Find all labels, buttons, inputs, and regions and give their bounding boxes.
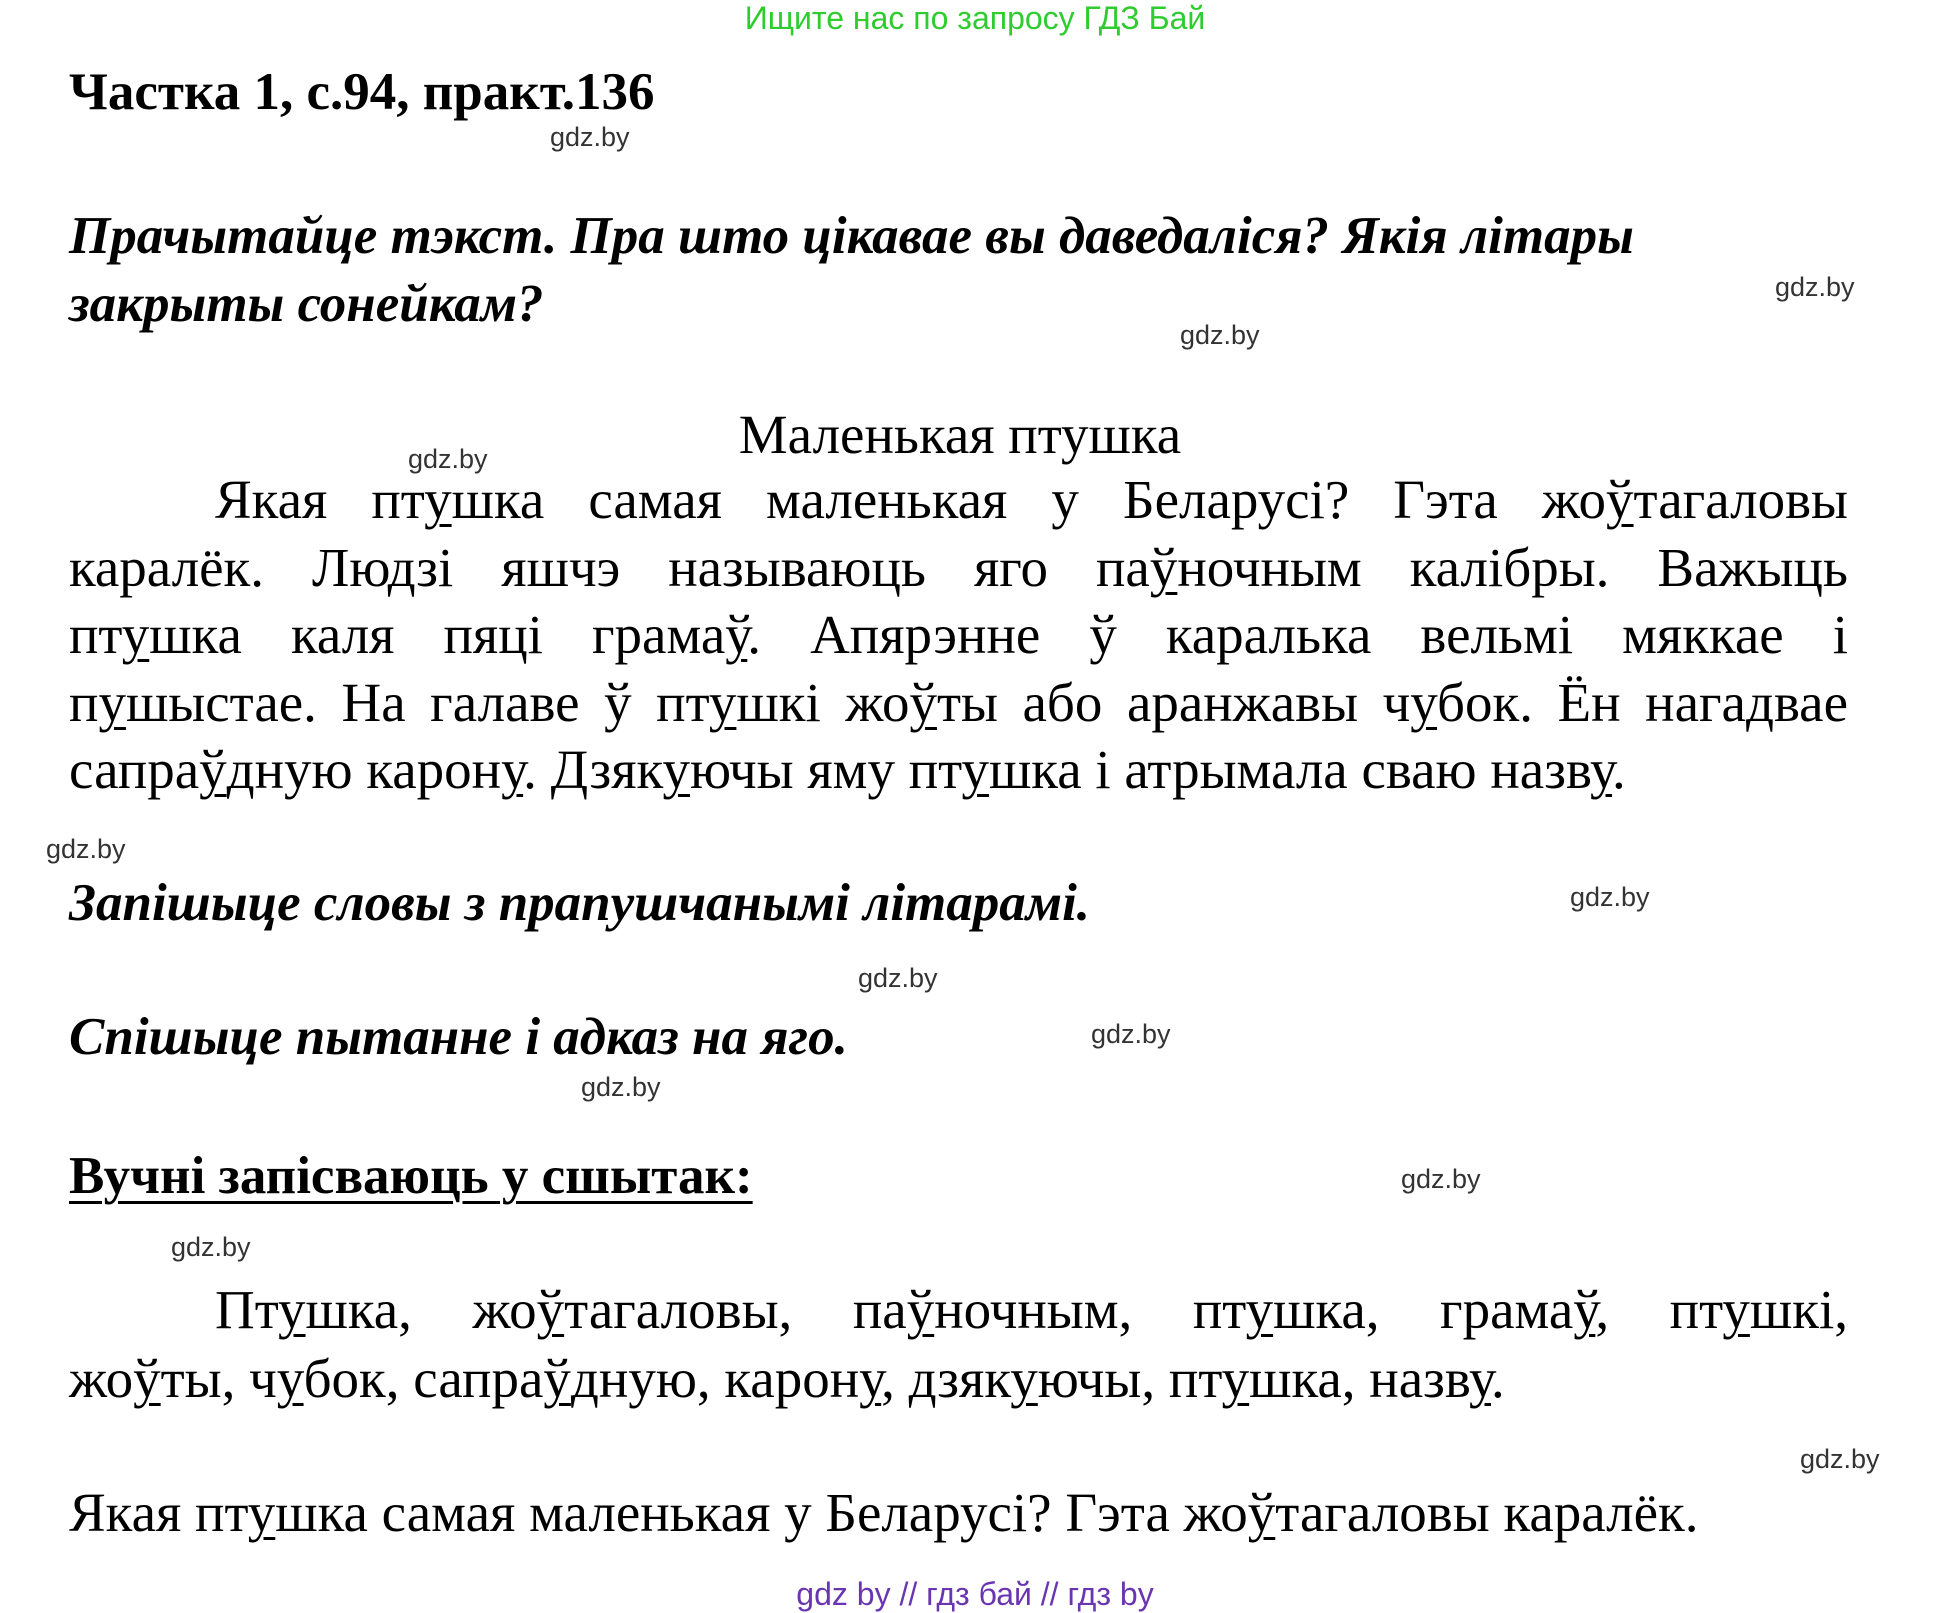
missing-letter: у <box>708 672 737 733</box>
page-title: Частка 1, с.94, практ.136 <box>69 63 655 121</box>
missing-letter: у <box>278 1279 306 1340</box>
story-line <box>69 671 1848 737</box>
text-segment: шка, грама <box>1273 1279 1574 1340</box>
story-title: Маленькая птушка <box>738 404 1182 465</box>
text-segment: шка, жо <box>305 1279 537 1340</box>
text-segment: шка самая маленькая у Беларусі? Гэта жо <box>451 469 1607 530</box>
missing-letter: у <box>501 739 524 800</box>
text-segment: ты, ч <box>160 1348 277 1409</box>
watermark: gdz.by <box>408 444 488 474</box>
story-line <box>69 738 1848 801</box>
text-segment: , дзяк <box>881 1348 1011 1409</box>
missing-letter: у <box>961 739 989 800</box>
text-segment: . Апярэнне ў каралька вельмі мяккае і <box>747 604 1848 665</box>
answer-line <box>215 1278 1848 1344</box>
text-segment: тагаловы каралёк. <box>1275 1482 1699 1543</box>
story-line <box>69 603 1848 669</box>
text-segment: тагаловы, па <box>564 1279 907 1340</box>
missing-letter: у <box>247 1482 276 1543</box>
missing-letter: ў <box>909 672 937 733</box>
missing-letter: у <box>1221 1348 1250 1409</box>
text-segment: дную карон <box>226 739 502 800</box>
missing-letter: у <box>1245 1279 1274 1340</box>
missing-letter: у <box>859 1348 882 1409</box>
text-segment: шка самая маленькая у Беларусі? Гэта жо <box>275 1482 1248 1543</box>
watermark: gdz.by <box>1570 882 1650 912</box>
missing-letter: ў <box>1606 469 1634 530</box>
text-segment: п <box>69 672 99 733</box>
text-segment: ты або аранжавы ч <box>936 672 1411 733</box>
missing-letter: ў <box>725 604 748 665</box>
missing-letter: у <box>276 1348 304 1409</box>
text-segment: Пт <box>215 1279 279 1340</box>
text-segment: шкі, <box>1749 1279 1848 1340</box>
watermark: gdz.by <box>1775 272 1855 302</box>
watermark: gdz.by <box>1091 1019 1171 1049</box>
missing-letter: ў <box>1247 1482 1276 1543</box>
missing-letter: ў <box>199 739 227 800</box>
text-segment: ючы, пт <box>1037 1348 1222 1409</box>
text-segment: жо <box>69 1348 134 1409</box>
text-segment: ночным, пт <box>934 1279 1246 1340</box>
instruction-line-1: Прачытайце тэкст. Пра што цікавае вы даведаліся? Якія літары <box>69 207 1634 265</box>
instruction-write-words: Запішыце словы з прапушчанымі літарамі. <box>69 874 1091 932</box>
missing-letter: у <box>1590 739 1613 800</box>
watermark: gdz.by <box>858 963 938 993</box>
text-segment: тагаловы <box>1633 469 1848 530</box>
watermark: gdz.by <box>550 122 630 152</box>
missing-letter: ў <box>1573 1279 1596 1340</box>
text-segment: шкі жо <box>736 672 910 733</box>
text-segment: шыстае. На галаве ў пт <box>125 672 709 733</box>
answer-line <box>69 1347 1848 1410</box>
missing-letter: ў <box>133 1348 161 1409</box>
text-segment: каралёк. Людзі яшчэ называюць яго па <box>69 537 1150 598</box>
missing-letter: у <box>662 739 690 800</box>
missing-letter: у <box>1468 1348 1491 1409</box>
watermark: gdz.by <box>581 1072 661 1102</box>
story-line <box>215 468 1848 534</box>
text-segment: бок. Ён нагадвае <box>1437 672 1848 733</box>
text-segment: . <box>1612 739 1626 800</box>
missing-letter: у <box>121 604 150 665</box>
text-segment: ночным калібры. Важыць <box>1177 537 1848 598</box>
text-segment: сапра <box>69 739 200 800</box>
study-heading: Вучні запісваюць у сшытак: <box>69 1147 753 1205</box>
text-segment: . Дзяк <box>523 739 663 800</box>
instruction-line-2: закрыты сонейкам? <box>69 275 544 333</box>
missing-letter: у <box>1722 1279 1750 1340</box>
text-segment: бок, сапра <box>303 1348 544 1409</box>
watermark: gdz.by <box>1401 1164 1481 1194</box>
text-segment: пт <box>69 604 122 665</box>
missing-letter: у <box>1410 672 1438 733</box>
story-line <box>69 536 1848 602</box>
text-segment: Якая пт <box>69 1482 248 1543</box>
missing-letter: у <box>1010 1348 1038 1409</box>
watermark: gdz.by <box>46 834 126 864</box>
missing-letter: ў <box>906 1279 935 1340</box>
text-segment: , пт <box>1595 1279 1723 1340</box>
watermark: gdz.by <box>1180 320 1260 350</box>
instruction-copy-question: Спішыце пытанне і адказ на яго. <box>69 1008 848 1066</box>
text-segment: шка, назв <box>1249 1348 1469 1409</box>
text-segment: ючы яму пт <box>689 739 962 800</box>
footer-links[interactable]: gdz by // гдз бай // гдз by <box>796 1576 1154 1612</box>
missing-letter: у <box>424 469 452 530</box>
missing-letter: ў <box>543 1348 571 1409</box>
text-segment: дную, карон <box>570 1348 860 1409</box>
text-segment: шка і атрымала сваю назв <box>988 739 1591 800</box>
search-banner: Ищите нас по запросу ГДЗ Бай <box>744 0 1206 36</box>
missing-letter: ў <box>536 1279 565 1340</box>
watermark: gdz.by <box>1800 1444 1880 1474</box>
text-segment: шка каля пяці грама <box>149 604 726 665</box>
missing-letter: у <box>98 672 126 733</box>
missing-letter: ў <box>1149 537 1178 598</box>
text-segment: Якая пт <box>215 469 425 530</box>
qa-line <box>69 1481 1848 1544</box>
text-segment: . <box>1490 1348 1505 1409</box>
watermark: gdz.by <box>171 1232 251 1262</box>
